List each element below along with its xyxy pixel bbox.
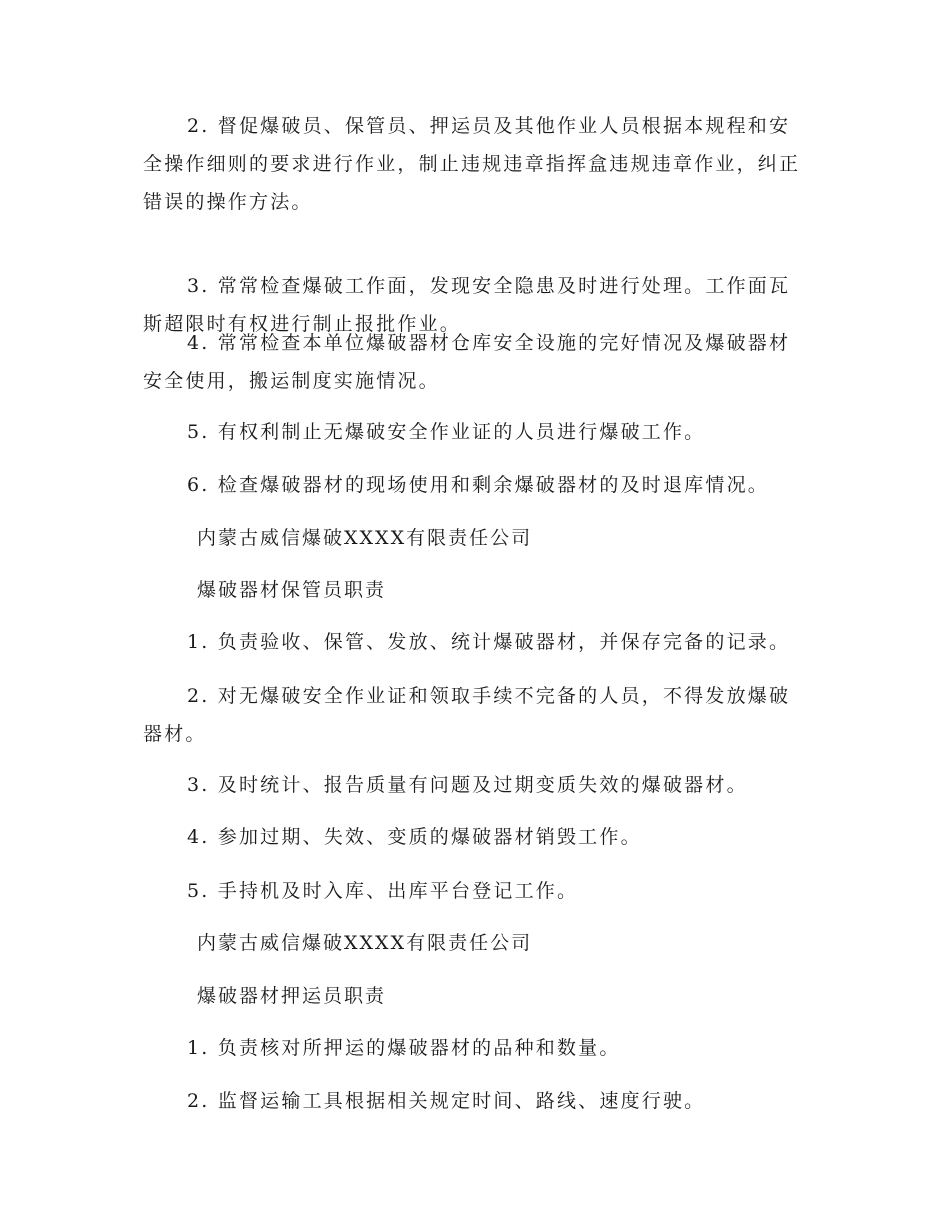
section-title-keeper: 爆破器材保管员职责: [197, 579, 387, 601]
keeper-item-1: 1. 负责验收、保管、发放、统计爆破器材，并保存完备的记录。: [187, 631, 791, 653]
keeper-item-5: 5. 手持机及时入库、出库平台登记工作。: [187, 880, 579, 902]
company-name-escort: 内蒙古威信爆破XXXX有限责任公司: [197, 932, 533, 954]
duty-paragraph-5: 5. 有权利制止无爆破安全作业证的人员进行爆破工作。: [187, 421, 706, 443]
keeper-item-3: 3. 及时统计、报告质量有问题及过期变质失效的爆破器材。: [187, 774, 748, 796]
section-title-escort: 爆破器材押运员职责: [197, 985, 387, 1007]
duty-paragraph-4: 4. 常常检查本单位爆破器材仓库安全设施的完好情况及爆破器材安全使用，搬运制度实施情况。: [143, 332, 791, 392]
company-name-keeper: 内蒙古威信爆破XXXX有限责任公司: [197, 527, 533, 549]
escort-item-2: 2. 监督运输工具根据相关规定时间、路线、速度行驶。: [187, 1090, 706, 1112]
duty-paragraph-3: 3. 常常检查爆破工作面，发现安全隐患及时进行处理。工作面瓦斯超限时有权进行制止报批作业。: [143, 275, 791, 335]
keeper-item-4: 4. 参加过期、失效、变质的爆破器材销毁工作。: [187, 826, 642, 848]
escort-item-1: 1. 负责核对所押运的爆破器材的品种和数量。: [187, 1037, 621, 1059]
duty-paragraph-2: 2. 督促爆破员、保管员、押运员及其他作业人员根据本规程和安全操作细则的要求进行作业，制止违规违章指挥盒违规违章作业，纠正错误的操作方法。: [143, 115, 801, 213]
duty-paragraph-6: 6. 检查爆破器材的现场使用和剩余爆破器材的及时退库情况。: [187, 474, 769, 496]
keeper-item-2: 2. 对无爆破安全作业证和领取手续不完备的人员，不得发放爆破器材。: [143, 685, 791, 745]
